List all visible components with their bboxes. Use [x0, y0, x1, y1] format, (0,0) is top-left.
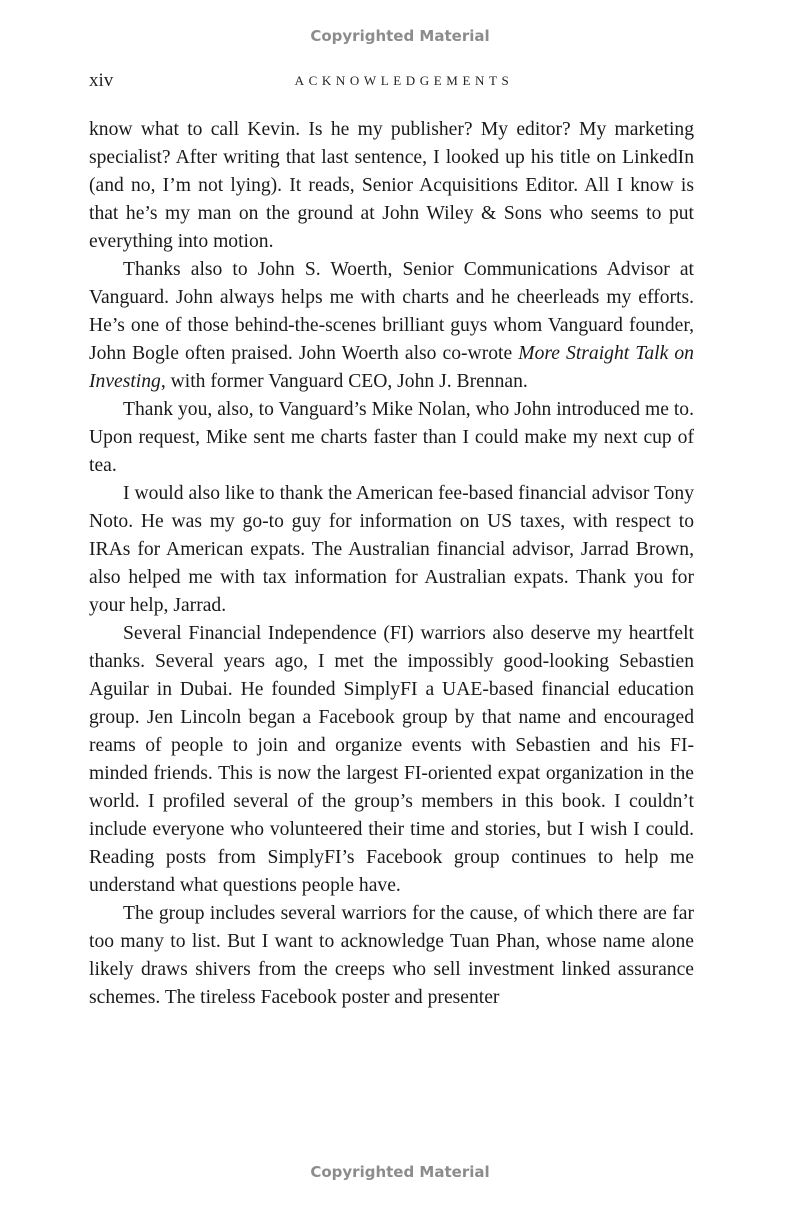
copyright-watermark-bottom: Copyrighted Material	[310, 1163, 490, 1181]
paragraph-1: know what to call Kevin. Is he my publisher? My editor? My marketing specialist? After writing that last sentence, I looked up his title on LinkedIn (and no, I’m not lying). It reads, Senior Acquisitions Editor. All I know is that he’s my man on the ground at John Wiley & Sons who seems to put everything into motion.	[89, 119, 694, 252]
body-text	[89, 116, 694, 1012]
paragraph-6: The group includes several warriors for the cause, of which there are far too many to list. But I want to acknowledge Tuan Phan, whose name alone likely draws shivers from the creeps who sell investment linked assurance schemes. The tireless Facebook poster and presenter	[89, 903, 694, 1008]
paragraph-2-text-after: , with former Vanguard CEO, John J. Brennan.	[160, 371, 528, 392]
chapter-title: ACKNOWLEDGEMENTS	[294, 73, 514, 88]
paragraph-4: I would also like to thank the American fee-based financial advisor Tony Noto. He was my go-to guy for information on US taxes, with respect to IRAs for American expats. The Australian financial advisor, Jarrad Brown, also helped me with tax information for Australian expats. Thank you for your help, Jarrad.	[89, 483, 694, 616]
copyright-watermark-top: Copyrighted Material	[310, 27, 490, 45]
book-title: More Straight Talk on Investing	[89, 343, 694, 392]
paragraph-5: Several Financial Independence (FI) warriors also deserve my heartfelt thanks. Several years ago, I met the impossibly good-looking Sebastien Aguilar in Dubai. He founded SimplyFI a UAE-based financial education group. Jen Lincoln began a Facebook group by that name and encouraged reams of people to join and organize events with Sebastien and his FI-minded friends. This is now the largest FI-oriented expat organization in the world. I profiled several of the group’s members in this book. I couldn’t include everyone who volunteered their time and stories, but I wish I could. Reading posts from SimplyFI’s Facebook group continues to help me understand what questions people have.	[89, 623, 694, 896]
paragraph-2	[89, 256, 694, 396]
running-head	[89, 70, 694, 94]
paragraph-2-text-before: Thanks also to John S. Woerth, Senior Communications Advisor at Vanguard. John always helps me with charts and he cheerleads my efforts. He’s one of those behind-the-scenes brilliant guys whom Vanguard founder, John Bogle often praised. John Woerth also co-wrote	[89, 259, 694, 364]
paragraph-3: Thank you, also, to Vanguard’s Mike Nolan, who John introduced me to. Upon request, Mike sent me charts faster than I could make my next cup of tea.	[89, 399, 694, 476]
page-number: xiv	[89, 70, 114, 91]
